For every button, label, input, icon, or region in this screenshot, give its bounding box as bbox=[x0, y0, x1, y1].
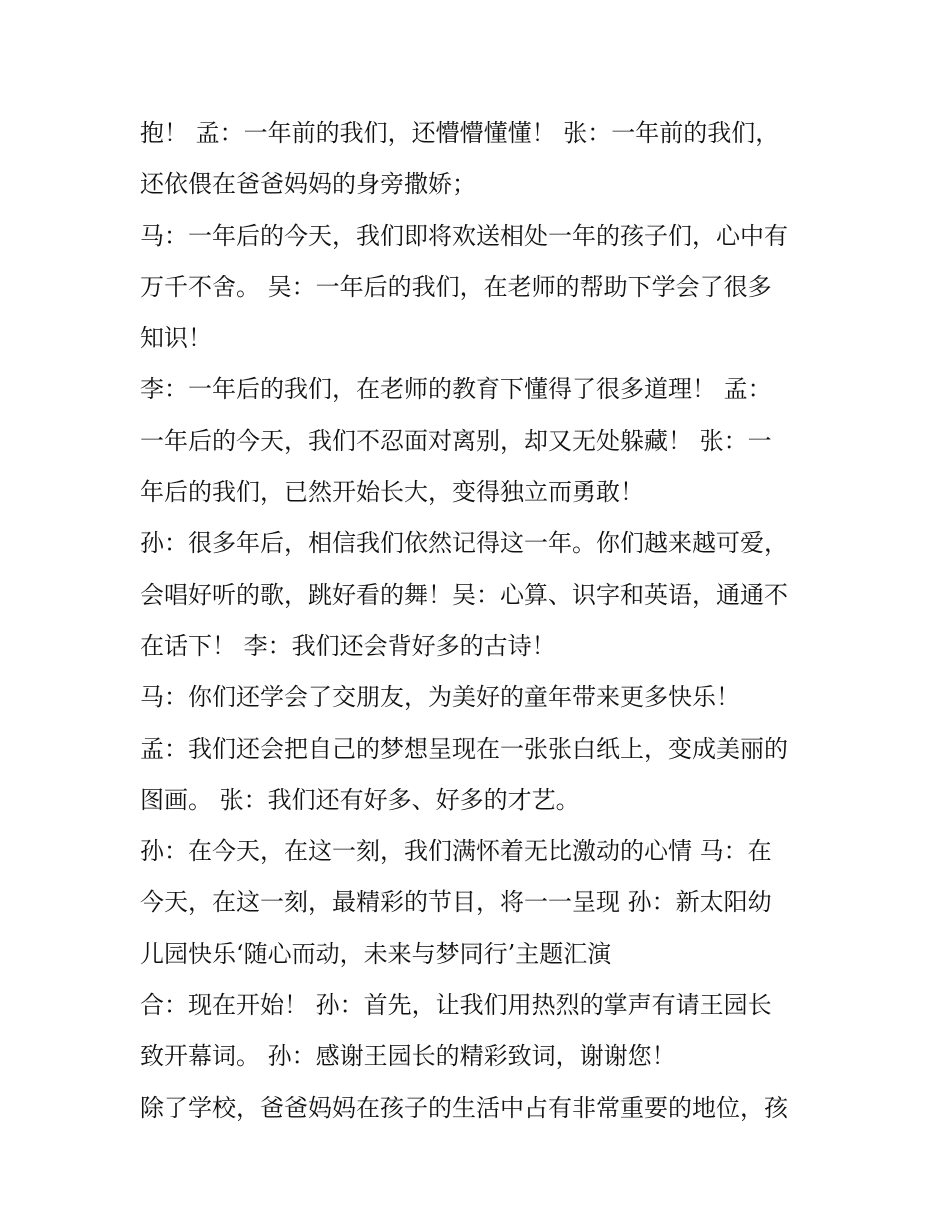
text-line: 图画。 张：我们还有好多、好多的才艺。 bbox=[140, 785, 580, 814]
text-line: 合：现在开始！ 孙：首先，让我们用热烈的掌声有请王园长 bbox=[140, 991, 772, 1020]
text-line: 知识！ bbox=[140, 324, 212, 353]
text-line: 孙：很多年后，相信我们依然记得这一年。你们越来越可爱， bbox=[140, 529, 788, 558]
text-line: 一年后的今天，我们不忍面对离别，却又无处躲藏！ 张：一 bbox=[140, 426, 772, 455]
text-line: 年后的我们，已然开始长大，变得独立而勇敢！ bbox=[140, 478, 644, 507]
text-line: 万千不舍。 吴：一年后的我们，在老师的帮助下学会了很多 bbox=[140, 272, 772, 301]
text-line: 孙：在今天，在这一刻，我们满怀着无比激动的心情 马：在 bbox=[140, 837, 772, 866]
text-line: 儿园快乐‘随心而动，未来与梦同行’主题汇演 bbox=[140, 939, 612, 968]
text-line: 致开幕词。 孙：感谢王园长的精彩致词，谢谢您！ bbox=[140, 1042, 676, 1071]
document-body bbox=[140, 108, 820, 1134]
text-line: 抱！ 孟：一年前的我们，还懵懵懂懂！ 张：一年前的我们， bbox=[140, 119, 780, 147]
text-line: 会唱好听的歌，跳好看的舞！吴：心算、识字和英语，通通不 bbox=[140, 580, 788, 609]
text-line: 除了学校，爸爸妈妈在孩子的生活中占有非常重要的地位，孩 bbox=[140, 1093, 788, 1122]
text-line: 李：一年后的我们，在老师的教育下懂得了很多道理！ 孟： bbox=[140, 375, 772, 404]
text-line: 今天，在这一刻，最精彩的节目，将一一呈现 孙：新太阳幼 bbox=[140, 888, 772, 917]
text-line: 在话下！ 李：我们还会背好多的古诗！ bbox=[140, 631, 556, 660]
text-line: 马：你们还学会了交朋友，为美好的童年带来更多快乐！ bbox=[140, 683, 740, 712]
text-line: 孟：我们还会把自己的梦想呈现在一张张白纸上，变成美丽的 bbox=[140, 734, 788, 763]
text-line: 马：一年后的今天，我们即将欢送相处一年的孩子们，心中有 bbox=[140, 221, 788, 250]
text-line: 还依偎在爸爸妈妈的身旁撒娇； bbox=[140, 170, 476, 199]
